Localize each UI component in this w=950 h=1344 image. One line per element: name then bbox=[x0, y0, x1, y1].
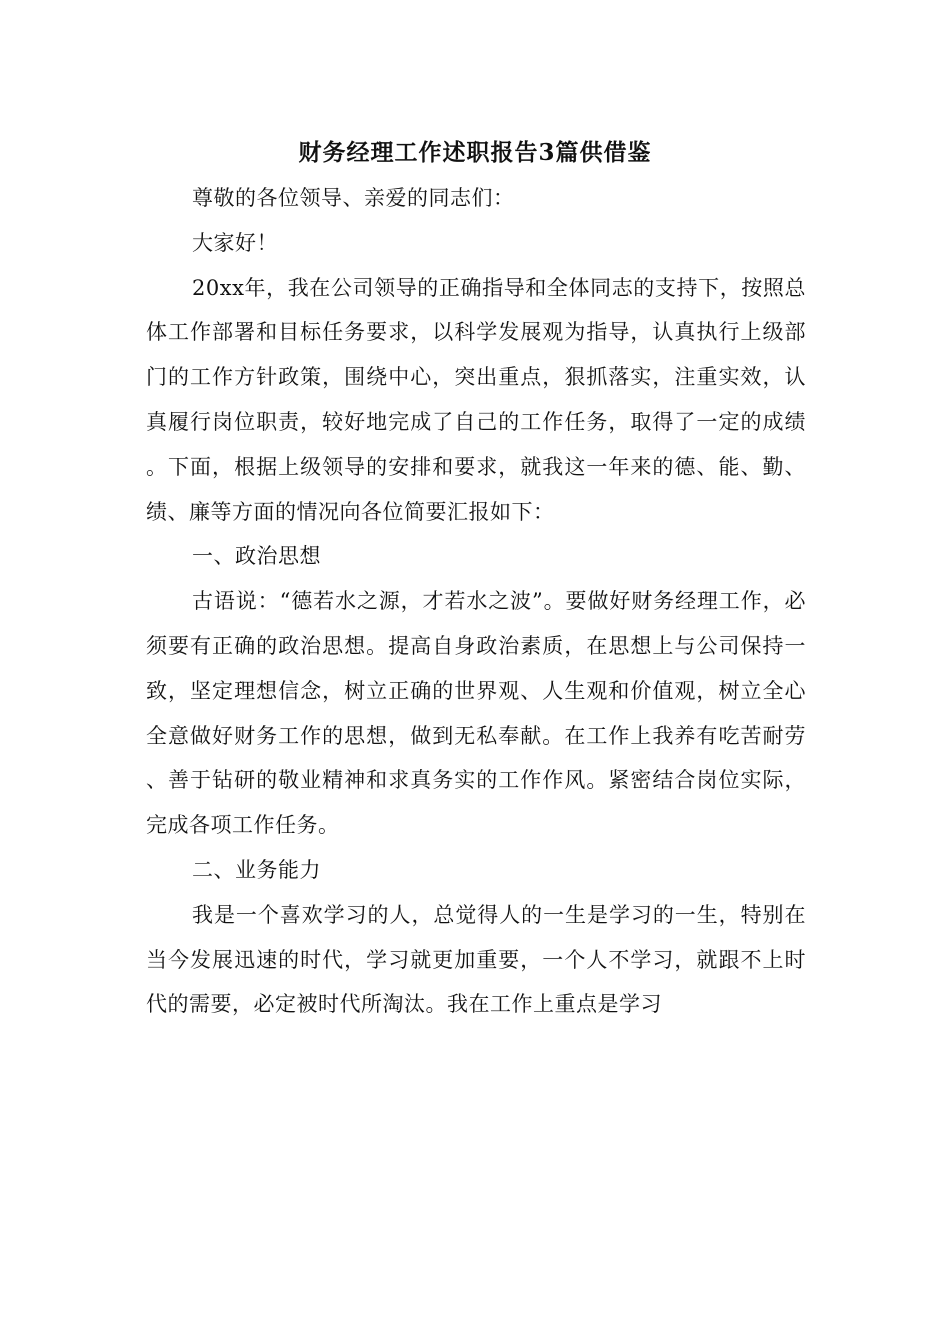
document-body bbox=[146, 176, 806, 1027]
intro-paragraph: 20xx年，我在公司领导的正确指导和全体同志的支持下，按照总体工作部署和目标任务要求，以科学发展观为指导，认真执行上级部门的工作方针政策，围绕中心，突出重点，狠抓落实，注重实效，认真履行岗位职责，较好地完成了自己的工作任务，取得了一定的成绩。下面，根据上级领导的安排和要求，就我这一年来的德、能、勤、绩、廉等方面的情况向各位简要汇报如下： bbox=[146, 275, 806, 524]
document-title: 财务经理工作述职报告3篇供借鉴 bbox=[298, 139, 652, 166]
political-paragraph: 古语说：“德若水之源，才若水之波”。要做好财务经理工作，必须要有正确的政治思想。提高自身政治素质，在思想上与公司保持一致，坚定理想信念，树立正确的世界观、人生观和价值观，树立全心全意做好财务工作的思想，做到无私奉献。在工作上我养有吃苦耐劳、善于钻研的敬业精神和求真务实的工作作风。紧密结合岗位实际，完成各项工作任务。 bbox=[146, 589, 806, 838]
section-heading-political: 一、政治思想 bbox=[192, 544, 321, 569]
salutation-paragraph: 尊敬的各位领导、亲爱的同志们： bbox=[192, 186, 515, 210]
greeting-paragraph: 大家好！ bbox=[192, 230, 278, 255]
business-paragraph: 我是一个喜欢学习的人，总觉得人的一生是学习的一生，特别在当今发展迅速的时代，学习就更加重要，一个人不学习，就跟不上时代的需要，必定被时代所淘汰。我在工作上重点是学习 bbox=[146, 902, 806, 1017]
section-heading-business: 二、业务能力 bbox=[192, 857, 321, 882]
